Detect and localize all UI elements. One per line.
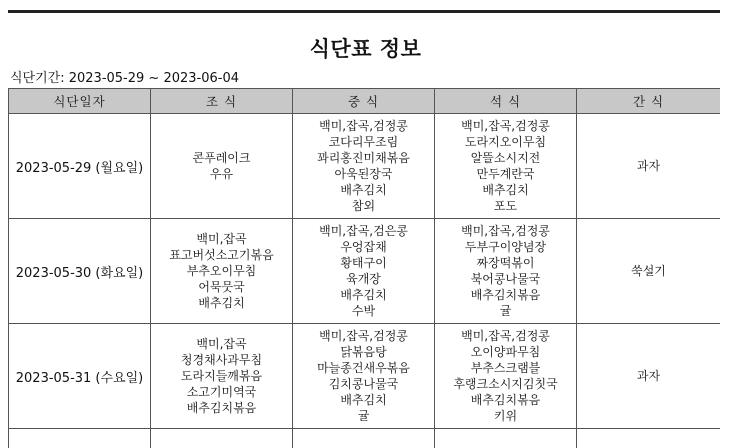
dinner-cell [435, 324, 577, 429]
dinner-dish: 짜장떡볶이 [435, 255, 576, 271]
dinner-dish: 배추김치 [435, 182, 576, 198]
lunch-dish: 백미,잡곡,검은콩 [293, 223, 434, 239]
table-row [9, 219, 721, 324]
meal-table-container [8, 88, 720, 448]
breakfast-dish: 배추김치볶음 [151, 400, 292, 416]
dinner-dish: 후랭크소시지김칫국 [435, 376, 576, 392]
dinner-dish: 북어콩나물국 [435, 271, 576, 287]
lunch-dish: 배추김치 [293, 287, 434, 303]
partial-cell [293, 429, 435, 448]
breakfast-dish: 콘푸레이크 [151, 150, 292, 166]
breakfast-dish: 배추김치 [151, 295, 292, 311]
breakfast-cell [151, 114, 293, 219]
dinner-cell [435, 114, 577, 219]
header-lunch: 중 식 [293, 89, 435, 114]
lunch-dish: 육개장 [293, 271, 434, 287]
snack-dish: 쑥설기 [577, 263, 720, 279]
lunch-dish: 닭볶음탕 [293, 344, 434, 360]
lunch-dish: 황태구이 [293, 255, 434, 271]
lunch-cell [293, 114, 435, 219]
dinner-dish: 알뜰소시지전 [435, 150, 576, 166]
dinner-dish: 포도 [435, 198, 576, 214]
header-breakfast: 조 식 [151, 89, 293, 114]
lunch-dish: 우엉잡채 [293, 239, 434, 255]
lunch-dish: 백미,잡곡,검정콩 [293, 118, 434, 134]
top-divider [8, 10, 720, 13]
table-row-partial [9, 429, 721, 448]
breakfast-dish: 청경채사과무침 [151, 352, 292, 368]
dinner-dish: 키위 [435, 408, 576, 424]
breakfast-dish: 백미,잡곡 [151, 336, 292, 352]
table-body [9, 114, 721, 448]
lunch-dish: 배추김치 [293, 182, 434, 198]
lunch-dish: 귤 [293, 408, 434, 424]
lunch-dish: 아욱된장국 [293, 166, 434, 182]
breakfast-cell [151, 219, 293, 324]
meal-date-cell: 2023-05-31 (수요일) [9, 324, 151, 429]
partial-cell [577, 429, 721, 448]
table-row [9, 114, 721, 219]
meal-period: 식단기간: 2023-05-29 ~ 2023-06-04 [10, 67, 239, 86]
dinner-dish: 만두계란국 [435, 166, 576, 182]
lunch-cell [293, 219, 435, 324]
breakfast-dish: 어묵뭇국 [151, 279, 292, 295]
breakfast-dish: 도라지들깨볶음 [151, 368, 292, 384]
lunch-dish: 김치콩나물국 [293, 376, 434, 392]
snack-cell [577, 114, 721, 219]
header-dinner: 석 식 [435, 89, 577, 114]
lunch-dish: 꽈리홍진미채볶음 [293, 150, 434, 166]
dinner-dish: 부추스크램블 [435, 360, 576, 376]
dinner-dish: 백미,잡곡,검정콩 [435, 118, 576, 134]
dinner-dish: 백미,잡곡,검정콩 [435, 328, 576, 344]
breakfast-dish: 우유 [151, 166, 292, 182]
dinner-dish: 배추김치볶음 [435, 392, 576, 408]
breakfast-cell [151, 324, 293, 429]
lunch-cell [293, 324, 435, 429]
breakfast-dish: 소고기미역국 [151, 384, 292, 400]
partial-cell [151, 429, 293, 448]
header-snack: 간 식 [577, 89, 721, 114]
header-date: 식단일자 [9, 89, 151, 114]
partial-cell [9, 429, 151, 448]
dinner-dish: 귤 [435, 303, 576, 319]
lunch-dish: 마늘종건새우볶음 [293, 360, 434, 376]
dinner-dish: 배추김치볶음 [435, 287, 576, 303]
dinner-dish: 두부구이양념장 [435, 239, 576, 255]
lunch-dish: 배추김치 [293, 392, 434, 408]
dinner-cell [435, 219, 577, 324]
table-row [9, 324, 721, 429]
partial-cell [435, 429, 577, 448]
lunch-dish: 수박 [293, 303, 434, 319]
table-header-row [9, 89, 721, 114]
breakfast-dish: 부추오이무침 [151, 263, 292, 279]
meal-date-cell: 2023-05-29 (월요일) [9, 114, 151, 219]
dinner-dish: 오이양파무침 [435, 344, 576, 360]
breakfast-dish: 백미,잡곡 [151, 231, 292, 247]
snack-cell [577, 219, 721, 324]
snack-dish: 과자 [577, 158, 720, 174]
lunch-dish: 백미,잡곡,검정콩 [293, 328, 434, 344]
lunch-dish: 코다리무조림 [293, 134, 434, 150]
dinner-dish: 도라지오이무침 [435, 134, 576, 150]
lunch-dish: 참외 [293, 198, 434, 214]
snack-cell [577, 324, 721, 429]
dinner-dish: 백미,잡곡,검정콩 [435, 223, 576, 239]
snack-dish: 과자 [577, 368, 720, 384]
page-title: 식단표 정보 [0, 33, 731, 63]
meal-table [8, 88, 720, 448]
meal-date-cell: 2023-05-30 (화요일) [9, 219, 151, 324]
breakfast-dish: 표고버섯소고기볶음 [151, 247, 292, 263]
